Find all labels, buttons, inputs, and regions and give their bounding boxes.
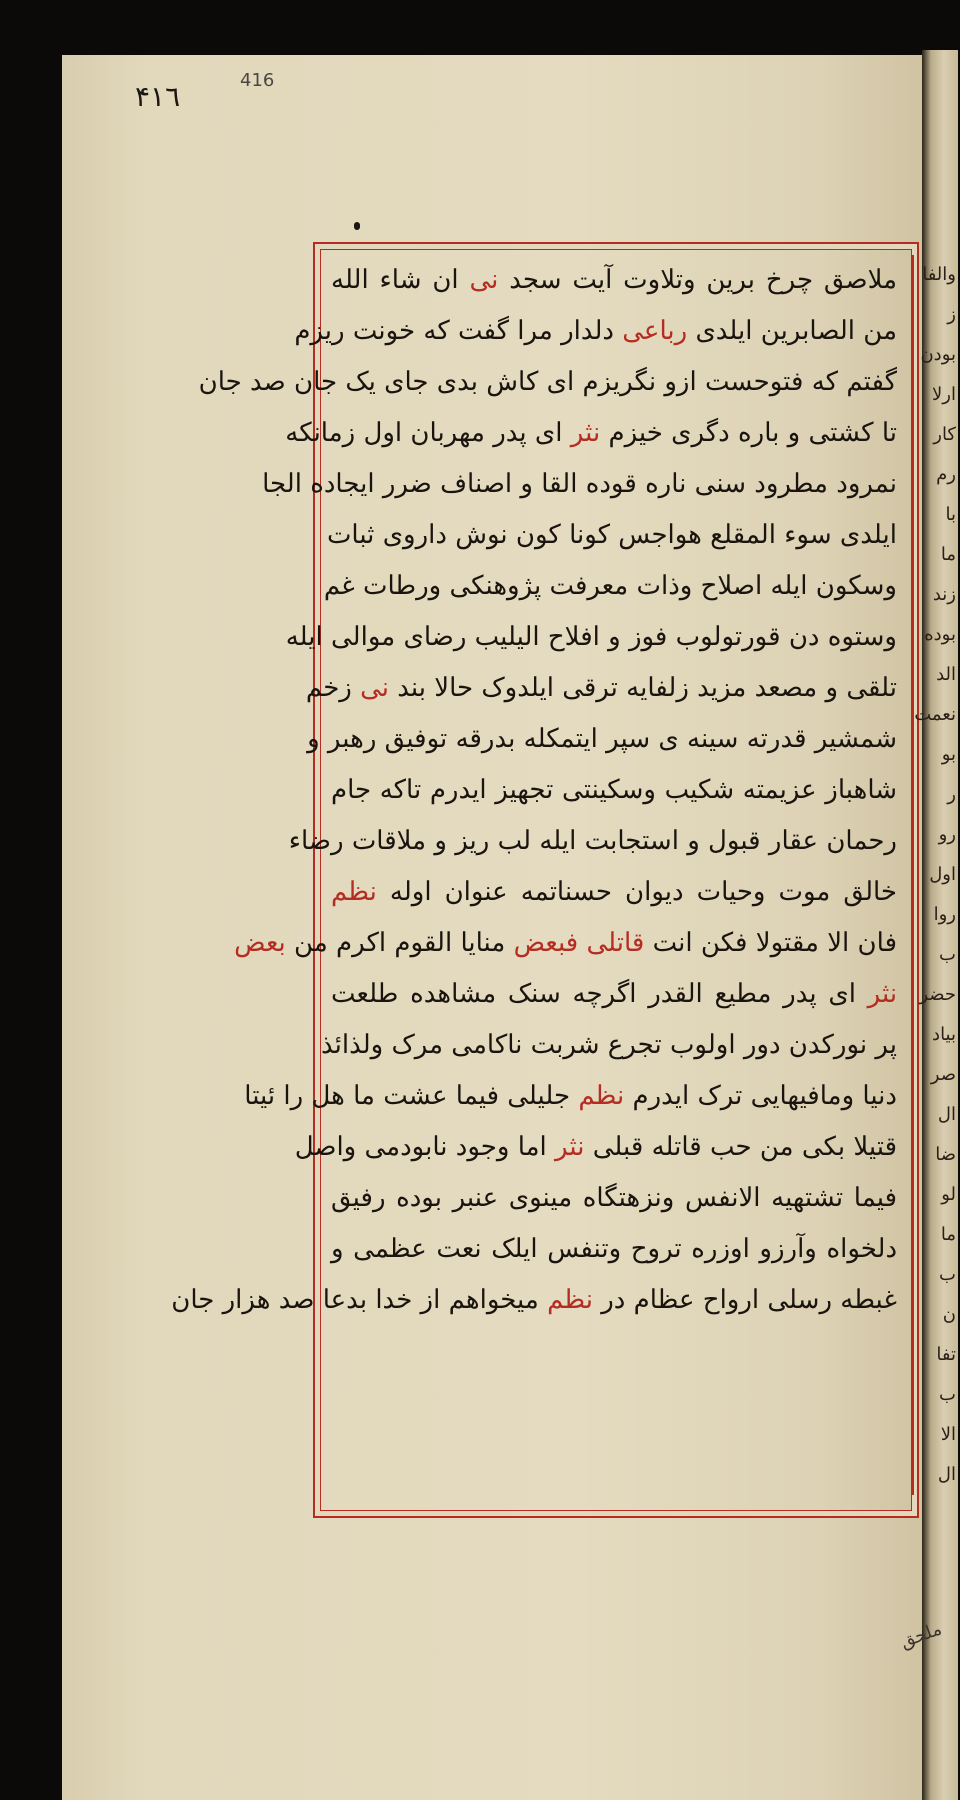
text-line xyxy=(285,408,901,459)
text-line xyxy=(294,306,901,357)
word: ارواح xyxy=(702,1285,760,1315)
word: و xyxy=(434,826,447,856)
text-line xyxy=(327,867,901,918)
word: الا xyxy=(827,928,850,958)
word: رحمان xyxy=(826,826,897,856)
word: مرک xyxy=(391,1030,444,1060)
text-line xyxy=(327,1224,901,1275)
word: اول xyxy=(363,418,403,448)
word: جان xyxy=(171,1285,215,1315)
word: تروح xyxy=(630,1234,682,1264)
margin-fragment: بوده xyxy=(924,624,956,645)
word: پدر xyxy=(493,418,527,448)
text-line xyxy=(244,1071,901,1122)
text-line xyxy=(323,561,901,612)
word: خدا xyxy=(375,1285,413,1315)
word: که xyxy=(423,316,450,346)
word: دلخواه xyxy=(826,1234,898,1264)
word: الانفس xyxy=(684,1183,761,1213)
word: جای xyxy=(384,367,429,397)
word: برین xyxy=(706,265,755,295)
word: القدر xyxy=(648,979,703,1009)
word: الصابرین xyxy=(760,316,856,346)
word: موالی xyxy=(331,622,396,652)
word: بند xyxy=(397,673,427,703)
word: اوزره xyxy=(691,1234,750,1264)
word: جلیلی xyxy=(507,1081,571,1111)
word: هواجس xyxy=(618,520,702,550)
word: وسکون xyxy=(815,571,897,601)
word: ایله xyxy=(539,826,577,856)
text-line xyxy=(327,510,901,561)
text-line xyxy=(327,969,901,1020)
word: وآرزو xyxy=(759,1234,817,1264)
word: واصل xyxy=(294,1132,357,1162)
word: و xyxy=(608,622,621,652)
margin-fragment: الا xyxy=(940,1424,956,1445)
margin-fragment: نعمت xyxy=(914,704,956,725)
word: معرفت xyxy=(549,571,629,601)
word: رضای xyxy=(403,622,467,652)
word: ایدرم xyxy=(429,775,487,805)
margin-note: ملحق xyxy=(897,1618,945,1653)
word: یک xyxy=(345,367,376,397)
word: ونزهتگاه xyxy=(582,1183,675,1213)
margin-fragment: رو xyxy=(938,824,956,845)
text-line xyxy=(262,459,901,510)
word: غبطه xyxy=(840,1285,897,1315)
word: قوده xyxy=(585,469,637,499)
word: دیوان xyxy=(625,877,684,907)
word: شاهباز xyxy=(825,775,898,805)
word: مطیع xyxy=(714,979,772,1009)
word: الیلیب xyxy=(474,622,540,652)
word: را xyxy=(283,1081,304,1111)
word: کشتی xyxy=(808,418,874,448)
word: ئیتا xyxy=(244,1081,276,1111)
word: از xyxy=(420,1285,441,1315)
word: نظم xyxy=(331,877,377,907)
word: مطرود xyxy=(754,469,828,499)
word: مهربان xyxy=(410,418,485,448)
word: لب xyxy=(497,826,532,856)
word: ان xyxy=(432,265,459,295)
word: غم xyxy=(323,571,355,601)
word: ملاصق xyxy=(823,265,898,295)
word: جام xyxy=(331,775,372,805)
word: ریز xyxy=(455,826,490,856)
word: نمرود xyxy=(836,469,897,499)
text-line xyxy=(198,357,901,408)
word: دلدار xyxy=(561,316,614,346)
word: کون xyxy=(515,520,561,550)
facing-page-margin-text xyxy=(912,255,960,1495)
word: نثر xyxy=(867,979,898,1009)
word: ایلدی xyxy=(839,520,897,550)
word: زلفایه xyxy=(626,673,689,703)
word: اما xyxy=(517,1132,547,1162)
word: نی xyxy=(360,673,390,703)
word: تشتهیه xyxy=(771,1183,844,1213)
word: ای xyxy=(534,418,563,448)
word: اصلاح xyxy=(700,571,763,601)
word: رضاء xyxy=(288,826,344,856)
margin-fragment: بو xyxy=(941,744,956,765)
margin-fragment: ما xyxy=(940,1224,956,1245)
word: رفیق xyxy=(331,1183,386,1213)
word: منایا xyxy=(460,928,506,958)
word: قتیلا xyxy=(853,1132,897,1162)
word: انت xyxy=(652,928,693,958)
word: دن xyxy=(788,622,820,652)
ink-dot xyxy=(354,222,360,230)
word: جان xyxy=(198,367,242,397)
word: ورطات xyxy=(362,571,442,601)
word: نظم xyxy=(578,1081,625,1111)
word: دور xyxy=(743,1030,781,1060)
word: نوش xyxy=(455,520,508,550)
word: من xyxy=(863,316,897,346)
word: رهبر xyxy=(327,724,377,754)
word: تجهیز xyxy=(495,775,554,805)
word: مینوی xyxy=(508,1183,573,1213)
word: پر xyxy=(875,1030,897,1060)
margin-fragment: ب xyxy=(939,1384,956,1405)
word: و xyxy=(787,418,801,448)
word: وتنفس xyxy=(547,1234,622,1264)
word: نعت xyxy=(436,1234,482,1264)
word: که xyxy=(811,367,839,397)
word: ای xyxy=(828,979,856,1009)
word: ضرر xyxy=(382,469,432,499)
word: قاتله xyxy=(651,1132,702,1162)
word: تاکه xyxy=(379,775,422,805)
margin-fragment: ن xyxy=(942,1304,956,1325)
word: تجرع xyxy=(607,1030,662,1060)
word: هل xyxy=(311,1081,345,1111)
word: سجد xyxy=(509,265,562,295)
word: گفت xyxy=(457,316,510,346)
word: فکن xyxy=(700,928,748,958)
margin-fragment: اول xyxy=(929,864,956,885)
margin-fragment: ال xyxy=(937,1104,956,1125)
word: آیت xyxy=(572,265,613,295)
word: اصناف xyxy=(440,469,513,499)
word: فوز xyxy=(628,622,668,652)
word: خیزم xyxy=(608,418,663,448)
margin-fragment: ب xyxy=(939,944,956,965)
text-line xyxy=(327,765,901,816)
word: عنبر xyxy=(452,1183,499,1213)
word: شمشیر xyxy=(814,724,897,754)
word: فان xyxy=(857,928,897,958)
word: میخواهم xyxy=(448,1285,539,1315)
word: پدر xyxy=(783,979,817,1009)
word: قبلی xyxy=(592,1132,644,1162)
word: نثر xyxy=(555,1132,585,1162)
text-line xyxy=(294,1122,901,1173)
margin-fragment: ال xyxy=(937,1464,956,1485)
word: القا xyxy=(541,469,578,499)
word: چرخ xyxy=(765,265,814,295)
word: ناکامی xyxy=(451,1030,523,1060)
word: زمانکه xyxy=(285,418,356,448)
word: سنک xyxy=(507,979,561,1009)
word: وسکینتی xyxy=(562,775,656,805)
word: اکرم xyxy=(336,928,387,958)
word: ترک xyxy=(697,1081,743,1111)
word: صد xyxy=(278,1285,315,1315)
manuscript-text xyxy=(171,255,901,1503)
word: ولذائذ xyxy=(320,1030,384,1060)
word: بدی xyxy=(436,367,479,397)
word: فبعض xyxy=(513,928,579,958)
word: قاتلی xyxy=(586,928,645,958)
word: ایدرم xyxy=(632,1081,690,1111)
word: ایلک xyxy=(491,1234,538,1264)
word: اگرچه xyxy=(572,979,637,1009)
word: ریزم xyxy=(294,316,345,346)
word: عقار xyxy=(768,826,819,856)
word: ایتمکله xyxy=(523,724,598,754)
word: در xyxy=(601,1285,626,1315)
text-line xyxy=(171,1275,901,1326)
word: دگری xyxy=(671,418,730,448)
margin-fragment: والفا xyxy=(922,264,956,285)
word: نثر xyxy=(570,418,601,448)
word: نی xyxy=(469,265,499,295)
word: خالق xyxy=(843,877,897,907)
word: وستوه xyxy=(827,622,897,652)
margin-fragment: ما xyxy=(940,544,956,565)
text-line xyxy=(327,255,901,306)
word: وجود xyxy=(455,1132,510,1162)
margin-fragment: ب xyxy=(939,1264,956,1285)
folio-number: ۴١٦ xyxy=(135,80,181,113)
word: صد xyxy=(250,367,286,397)
text-line xyxy=(327,1173,901,1224)
word: فیما xyxy=(853,1183,897,1213)
word: گفتم xyxy=(846,367,897,397)
word: بوده xyxy=(396,1183,442,1213)
word: حب xyxy=(709,1132,752,1162)
word: ومافیهایی xyxy=(750,1081,855,1111)
word: ایله xyxy=(770,571,808,601)
word: حالا xyxy=(434,673,474,703)
word: ما xyxy=(353,1081,375,1111)
word: بعض xyxy=(234,928,286,958)
word: و xyxy=(825,673,839,703)
word: زخم xyxy=(305,673,352,703)
word: کاش xyxy=(486,367,539,397)
word: نگریزم xyxy=(582,367,657,397)
word: تا xyxy=(881,418,897,448)
word: ناره xyxy=(645,469,687,499)
word: نابودمی xyxy=(364,1132,448,1162)
margin-fragment: زند xyxy=(932,584,956,605)
word: مقتولا xyxy=(755,928,819,958)
margin-fragment: بیاد xyxy=(932,1024,956,1045)
word: قدرته xyxy=(746,724,807,754)
margin-fragment: با xyxy=(945,504,956,525)
word: مشاهده xyxy=(410,979,497,1009)
word: سنی xyxy=(694,469,746,499)
margin-fragment: ر xyxy=(947,784,956,805)
word: مصعد xyxy=(754,673,818,703)
word: قورتولوب xyxy=(675,622,781,652)
word: عظمی xyxy=(353,1234,427,1264)
word: مزید xyxy=(697,673,747,703)
text-line xyxy=(285,612,901,663)
word: ایلدی xyxy=(695,316,753,346)
margin-fragment: رم xyxy=(936,464,956,485)
word: عزیمته xyxy=(742,775,817,805)
word: شربت xyxy=(530,1030,600,1060)
word: طلعت xyxy=(331,979,399,1009)
text-line xyxy=(305,663,901,714)
word: سپر xyxy=(606,724,651,754)
word: و xyxy=(331,1234,344,1264)
word: سوء xyxy=(784,520,832,550)
word: توفیق xyxy=(384,724,448,754)
margin-fragment: لو xyxy=(941,1184,956,1205)
folio-number-latin: 416 xyxy=(240,70,275,91)
word: افلاح xyxy=(547,622,600,652)
margin-fragment: الد xyxy=(936,664,956,685)
word: کونا xyxy=(569,520,611,550)
word: وتلاوت xyxy=(623,265,696,295)
margin-fragment: بودن xyxy=(920,344,956,365)
margin-fragment: روا xyxy=(933,904,956,925)
word: شکیب xyxy=(664,775,735,805)
word: بدرقه xyxy=(455,724,516,754)
word: اوله xyxy=(389,877,432,907)
text-line xyxy=(307,714,901,765)
word: شاء xyxy=(379,265,422,295)
word: المقلع xyxy=(710,520,776,550)
word: و xyxy=(520,469,533,499)
word: اولوب xyxy=(669,1030,736,1060)
word: دنیا xyxy=(862,1081,897,1111)
word: عنوان xyxy=(444,877,508,907)
word: الله xyxy=(331,265,369,295)
margin-fragment: ز xyxy=(947,304,956,325)
word: ای xyxy=(546,367,575,397)
word: و xyxy=(307,724,320,754)
word: ایلدوک xyxy=(481,673,554,703)
word: موت xyxy=(778,877,831,907)
word: رباعی xyxy=(622,316,688,346)
word: القوم xyxy=(394,928,453,958)
margin-fragment: صر xyxy=(930,1064,956,1085)
text-line xyxy=(234,918,901,969)
margin-fragment: ضا xyxy=(935,1144,956,1165)
word: فیما xyxy=(455,1081,499,1111)
word: وحیات xyxy=(696,877,766,907)
word: مرا xyxy=(517,316,553,346)
word: من xyxy=(294,928,328,958)
word: الجا xyxy=(262,469,302,499)
word: ثبات xyxy=(326,520,375,550)
word: ملاقات xyxy=(351,826,427,856)
margin-fragment: کار xyxy=(933,424,956,445)
word: ازو xyxy=(664,367,697,397)
text-line xyxy=(320,1020,901,1071)
word: بکی xyxy=(801,1132,846,1162)
word: نورکدن xyxy=(788,1030,868,1060)
word: قبول xyxy=(708,826,761,856)
margin-fragment: حضر xyxy=(919,984,956,1005)
word: ایجاده xyxy=(310,469,375,499)
word: داروی xyxy=(382,520,447,550)
text-line xyxy=(288,816,901,867)
word: ایله xyxy=(285,622,323,652)
margin-fragment: تفا xyxy=(936,1344,956,1365)
word: رسلی xyxy=(767,1285,833,1315)
word: ی xyxy=(658,724,679,754)
word: وذات xyxy=(636,571,693,601)
word: عظام xyxy=(633,1285,695,1315)
word: عشت xyxy=(383,1081,448,1111)
word: حسناتمه xyxy=(520,877,612,907)
word: باره xyxy=(738,418,780,448)
word: سینه xyxy=(687,724,739,754)
word: خونت xyxy=(352,316,416,346)
word: پژوهنکی xyxy=(449,571,542,601)
word: بدعا xyxy=(322,1285,368,1315)
word: جان xyxy=(294,367,338,397)
word: استجابت xyxy=(584,826,679,856)
word: من xyxy=(759,1132,794,1162)
word: فتوحست xyxy=(704,367,804,397)
margin-fragment: ارلا xyxy=(932,384,956,405)
word: ترقی xyxy=(562,673,618,703)
word: هزار xyxy=(222,1285,271,1315)
word: نظم xyxy=(547,1285,593,1315)
word: و xyxy=(687,826,700,856)
word: تلقی xyxy=(846,673,897,703)
